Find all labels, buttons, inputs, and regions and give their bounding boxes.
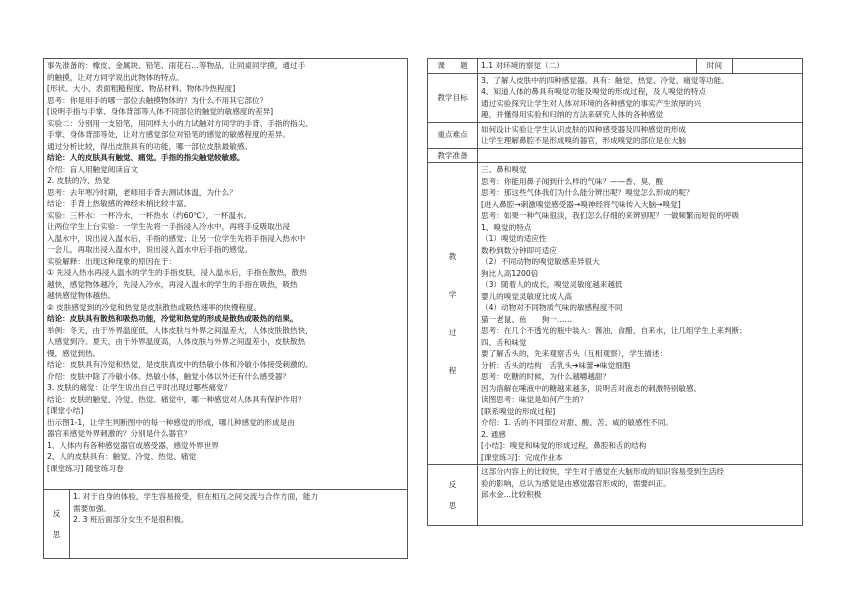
process-line: （4）动物对不同物质气味的敏感程度不同 xyxy=(481,303,623,312)
text-line: 器官来感觉外界刺激的？分别是什么器官？ xyxy=(47,429,192,438)
left-main-lines xyxy=(47,60,404,474)
process-line: （3）随着人的成长，嗅觉灵敏度越来越低 xyxy=(481,280,623,289)
left-main-content xyxy=(44,59,408,490)
process-line: 介绍：1. 舌的不同部位对甜、酸、苦、咸的敏感性不同。 xyxy=(481,418,673,427)
text-line: 通过分析比较，得出皮肤具有的功能，哪一部位皮肤最敏感。 xyxy=(47,141,253,151)
text-line: 人感觉到冷。夏天，由于外界温度高，人体皮肤与外界之间温差小，皮肤散热 xyxy=(47,337,306,346)
time-label: 时间 xyxy=(697,59,733,74)
process-line: 猫一老鼠、鱼 狗一…… xyxy=(481,314,573,324)
text-line: 让两位学生上台实验：一学生先将一手指浸入冷水中，再将手反吸取出浸 xyxy=(47,222,290,231)
text-line: 结论：皮肤具有散热和吸热功能，冷觉和热觉的形成是散热或吸热的结果。 xyxy=(47,314,298,323)
text-line: 一会儿，再取出浸入温水中，说出浸入温水中后手指的感觉。 xyxy=(47,245,253,254)
goals-content xyxy=(478,73,803,122)
process-label xyxy=(428,163,478,465)
text-line: 实验解释：出现这种现象的原因在于： xyxy=(47,256,177,266)
reflection-label-char: 反 xyxy=(52,508,61,518)
reflection-line: 这部分内容上的比较快，学生对于感觉在大脑形成的知识容易受到生活经 xyxy=(481,467,724,476)
topic-label: 课 题 xyxy=(428,59,478,74)
left-reflection-label xyxy=(44,490,70,559)
text-line: 实验二：分别用一支铅笔，用同样大小的力试触对方同学的手背、手指的指尖、 xyxy=(47,118,313,128)
text-line: 3. 皮肤的痛觉：让学生说出自己平时出现过哪些痛觉？ xyxy=(47,383,232,392)
text-line: 思考：去年寒冷时期，老师用手背去测试体温，为什么？ xyxy=(47,187,237,197)
text-line: [说明手指与手掌、身体背部等人体不同部位的触觉的敏感度的差异] xyxy=(47,107,274,116)
process-content xyxy=(478,163,803,465)
left-reflection-lines xyxy=(73,491,404,526)
goal-line: 通过实验探究让学生对人体对环境的各种感觉的事实产生浓厚的兴 xyxy=(481,98,702,108)
process-line: 2. 通感 xyxy=(481,429,506,439)
reflection-line: 验的影响，总认为感觉是由感觉器官形成的，需要纠正。 xyxy=(481,478,671,488)
text-line: 的触摸，让对方同学说出此物体的特点。 xyxy=(47,72,184,82)
text-line: 结论：手背上热敏感的神经末梢比较丰富。 xyxy=(47,199,192,208)
process-line: 因为溶解在唾液中的糖越来越多，说明舌对液态的刺激特别敏感。 xyxy=(481,383,702,393)
reflection-label-char: 反 xyxy=(448,479,457,489)
goal-line: 3、了解人皮肤中的四种感觉器。具有：触觉、热觉、冷觉、痛觉等功能。 xyxy=(481,75,729,85)
text-line: [课堂练习] 随堂练习卷 xyxy=(47,463,124,473)
text-line: ② 皮肤感觉到的冷觉和热觉是皮肤散热或吸热速率的快慢程度。 xyxy=(47,302,262,312)
left-reflection-content xyxy=(70,490,408,559)
process-label-char: 过 xyxy=(448,327,457,337)
process-line: [联系嗅觉的形成过程] xyxy=(481,406,556,416)
key-point-line: 让学生理解鼻腔不是形成嗅的器官，形成嗅觉的部位是在大脑 xyxy=(481,136,687,145)
process-label-chars xyxy=(431,245,474,383)
process-line: 思考：那这些气体我们为什么能分辨出呢？嗅觉怎么形成的呢？ xyxy=(481,188,694,197)
text-line: 介绍：皮肤中除了冷敏小体、热敏小体，触觉小体以外还有什么感受器？ xyxy=(47,371,290,381)
right-reflection-label xyxy=(428,465,478,526)
process-line: 思考：如果一种气味很淡，我们怎么仔细的来辨别呢？一做频繁而短促的呼吸 xyxy=(481,211,740,220)
text-line: 介绍：盲人用触觉阅读盲文 xyxy=(47,164,139,174)
reflection-line: 邱水金...比较积极 xyxy=(481,490,542,499)
text-line: ① 先浸入热水再浸入温水的学生的手指皮肤，浸入温水后，手指在散热，散热 xyxy=(47,268,307,277)
text-line: 结论：人的皮肤具有触觉、痛觉。手指的指尖触觉较敏感。 xyxy=(47,153,245,162)
process-line: 思考：吃糖的时候，为什么越嚼越甜？ xyxy=(481,372,611,381)
left-lesson-table xyxy=(43,58,408,559)
text-line: 举例：冬天，由于外界温度低，人体皮肤与外界之间温差大，人体皮肤散热快， xyxy=(47,325,313,335)
process-line: 思考：在几个不透光的瓶中装入：酱油，食醋，自来水，让几组学生上来判断； xyxy=(481,326,747,335)
reflection-label-char: 思 xyxy=(52,530,61,539)
process-line: [小结]：嗅觉和味觉的形成过程，鼻腔和舌的结构 xyxy=(481,441,647,450)
process-label-char: 教 xyxy=(448,251,457,261)
key-points-lines xyxy=(481,124,799,147)
prep-label: 教学准备 xyxy=(428,148,478,163)
process-line: 狗比人高1200倍 xyxy=(481,268,539,278)
process-line: 读图思考：味觉是如何产生的？ xyxy=(481,395,588,404)
process-line: 1、嗅觉的特点 xyxy=(481,222,532,232)
text-line: 出示图1-1，让学生判断图中的每一种感觉的形成，哪儿种感觉的形成是由 xyxy=(47,417,295,427)
process-line: [课堂练习]：完成作业本 xyxy=(481,452,563,462)
topic-value: 1.1 对环境的察觉（二） xyxy=(478,59,697,74)
goals-lines xyxy=(481,75,799,121)
process-line: 要了解舌头的，先来观察舌头（互相观察），学生描述： xyxy=(481,349,668,358)
text-line: [形状、大小、表面粗糙程度、物品材料、物体冷热程度] xyxy=(47,84,236,93)
process-line: [进入鼻腔→刺激嗅觉感受器→嗅神经将气味传入大脑→嗅觉] xyxy=(481,199,681,209)
key-points-content xyxy=(478,122,803,148)
time-value xyxy=(733,59,803,74)
text-line: 慢，感觉到热。 xyxy=(47,348,101,358)
right-reflection-lines xyxy=(481,466,799,501)
text-line: 手掌、身体背部等处，让对方感觉部位对铅笔的感觉的敏感程度的差异。 xyxy=(47,130,290,139)
process-lines xyxy=(481,164,799,463)
process-label-char: 程 xyxy=(448,365,457,375)
text-line: 结论：皮肤具有冷觉和热觉，是皮肤真皮中的热敏小体和冷敏小体接受刺激的。 xyxy=(47,360,313,369)
goal-line: 趣，并懂得用实验和归纳的方法来研究人体的各种感觉 xyxy=(481,110,664,119)
process-label-char: 学 xyxy=(448,289,457,299)
reflection-line: 1. 对于自身的体验，学生容易接受，但在相互之间交流与合作方面，能力 xyxy=(73,492,319,501)
key-point-line: 如何设计实验让学生认识皮肤的四种感受器及四种感觉的形成 xyxy=(481,124,687,134)
text-line: [课堂小结] xyxy=(47,406,84,415)
process-line: （2）不同动物的嗅觉敏感差异很大 xyxy=(481,257,600,266)
text-line: 2. 皮肤的冷、热觉 xyxy=(47,176,110,185)
key-points-label: 重点难点 xyxy=(428,122,478,148)
text-line: 入温水中，说出浸入温水后，手指的感觉；让另一位学生先将手指浸入热水中 xyxy=(47,233,306,243)
text-line: 事先准备的：橡皮、金属块、铅笔、雨花石…等物品，让同桌同学摸，通过手 xyxy=(47,61,306,70)
process-line: 分析：舌头的结构 舌乳头➔味蕾➔味觉细胞 xyxy=(481,360,631,370)
prep-value xyxy=(478,148,803,163)
text-line: 2、人的皮肤具有：触觉、冷觉、热觉、痛觉 xyxy=(47,452,197,461)
process-line: 婴儿的嗅觉灵敏度比成人高 xyxy=(481,291,573,301)
goals-label: 教学目标 xyxy=(428,73,478,122)
right-reflection-content xyxy=(478,465,803,526)
text-line: 1、人体内有各种感觉器官或感受器，感觉外界世界 xyxy=(47,440,219,450)
text-line: 越快感觉物体越热。 xyxy=(47,291,116,300)
left-lesson-page xyxy=(43,58,408,559)
process-line: 思考：你能用鼻子闻到什么样的气味？——香、臭、酸 xyxy=(481,176,664,186)
text-line: 结论：皮肤的触觉、冷觉、热觉、痛觉中，哪一种感觉对人体具有保护作用？ xyxy=(47,394,306,404)
right-lesson-table xyxy=(427,58,803,526)
process-line: （1）嗅觉的适应性 xyxy=(481,234,547,243)
reflection-line: 2. 3 班后面部分女生不是很积极。 xyxy=(73,515,189,524)
right-lesson-page xyxy=(427,58,803,526)
text-line: 越快，感觉物体越冷，先浸入冷水，再浸入温水的学生的手指在吸热，吸热 xyxy=(47,279,298,289)
process-line: 数秒到数分钟即可适应 xyxy=(481,245,557,255)
text-line: 思考：你是用手的哪一部位去触摸物体的？为什么不用其它部位？ xyxy=(47,95,268,105)
process-line: 四、舌和味觉 xyxy=(481,337,527,347)
reflection-label-char: 思 xyxy=(448,501,457,510)
text-line: 实验：三杯水：一杯冷水，一杯热水（约60℃），一杯温水。 xyxy=(47,210,252,220)
process-line: 三、鼻和嗅觉 xyxy=(481,165,527,174)
goal-line: 4、知道人体的鼻具有嗅觉功能及嗅觉的形成过程，及人嗅觉的特点 xyxy=(481,87,707,96)
reflection-line: 需要加强。 xyxy=(73,503,111,513)
